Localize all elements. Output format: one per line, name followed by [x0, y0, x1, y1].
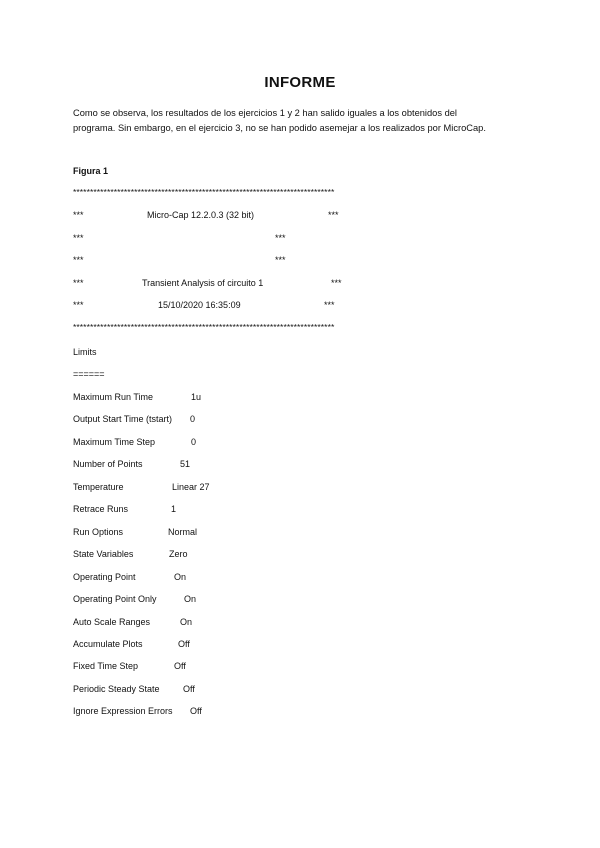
- setting-label: Retrace Runs: [73, 504, 129, 514]
- setting-label: Maximum Run Time: [73, 392, 154, 402]
- page-title: INFORME: [264, 74, 336, 91]
- limits-rule: ======: [73, 369, 105, 379]
- setting-value: Off: [174, 661, 186, 671]
- setting-value: 1u: [191, 392, 202, 402]
- figure-label: Figura 1: [73, 166, 109, 176]
- header-row-4-right: ***: [331, 278, 342, 288]
- setting-label: State Variables: [73, 549, 134, 559]
- header-row-4-left: ***: [73, 278, 84, 288]
- setting-value: 0: [191, 437, 197, 447]
- setting-label: Operating Point Only: [73, 594, 157, 604]
- setting-label: Temperature: [73, 482, 124, 492]
- setting-value: Linear 27: [172, 482, 210, 492]
- intro-paragraph: [73, 106, 543, 136]
- setting-label: Output Start Time (tstart): [73, 414, 173, 424]
- setting-label: Periodic Steady State: [73, 684, 160, 694]
- setting-value: Off: [183, 684, 195, 694]
- header-row-3-right: ***: [275, 255, 286, 265]
- limits-heading: Limits: [73, 347, 97, 357]
- header-row-5-right: ***: [324, 300, 335, 310]
- setting-label: Run Options: [73, 527, 124, 537]
- setting-value: 0: [190, 414, 196, 424]
- setting-value: Normal: [168, 527, 198, 537]
- setting-value: On: [180, 617, 193, 627]
- setting-label: Maximum Time Step: [73, 437, 156, 447]
- setting-value: Zero: [169, 549, 188, 559]
- setting-value: 51: [180, 459, 191, 469]
- intro-line-2: programa. Sin embargo, en el ejercicio 3, no se han podido asemejar a los realizados por MicroCap.: [73, 123, 486, 133]
- stars-line-bottom: *****************************************************************************: [73, 322, 335, 332]
- setting-label: Operating Point: [73, 572, 136, 582]
- stars-line-top: *****************************************************************************: [73, 187, 335, 197]
- setting-value: On: [174, 572, 187, 582]
- setting-label: Accumulate Plots: [73, 639, 143, 649]
- header-row-3-left: ***: [73, 255, 84, 265]
- setting-label: Auto Scale Ranges: [73, 617, 151, 627]
- setting-label: Ignore Expression Errors: [73, 706, 173, 716]
- header-row-4-center: Transient Analysis of circuito 1: [142, 278, 264, 288]
- setting-value: 1: [171, 504, 177, 514]
- setting-value: Off: [178, 639, 190, 649]
- header-row-1-right: ***: [328, 210, 339, 220]
- intro-line-1: Como se observa, los resultados de los ejercicios 1 y 2 han salido iguales a los obtenidos del: [73, 108, 457, 118]
- setting-value: Off: [190, 706, 202, 716]
- header-row-1-left: ***: [73, 210, 84, 220]
- header-row-2-left: ***: [73, 233, 84, 243]
- setting-value: On: [184, 594, 197, 604]
- setting-label: Number of Points: [73, 459, 143, 469]
- header-row-5-left: ***: [73, 300, 84, 310]
- header-row-5-center: 15/10/2020 16:35:09: [158, 300, 241, 310]
- header-row-2-right: ***: [275, 233, 286, 243]
- header-row-1-center: Micro-Cap 12.2.0.3 (32 bit): [147, 210, 255, 220]
- setting-label: Fixed Time Step: [73, 661, 139, 671]
